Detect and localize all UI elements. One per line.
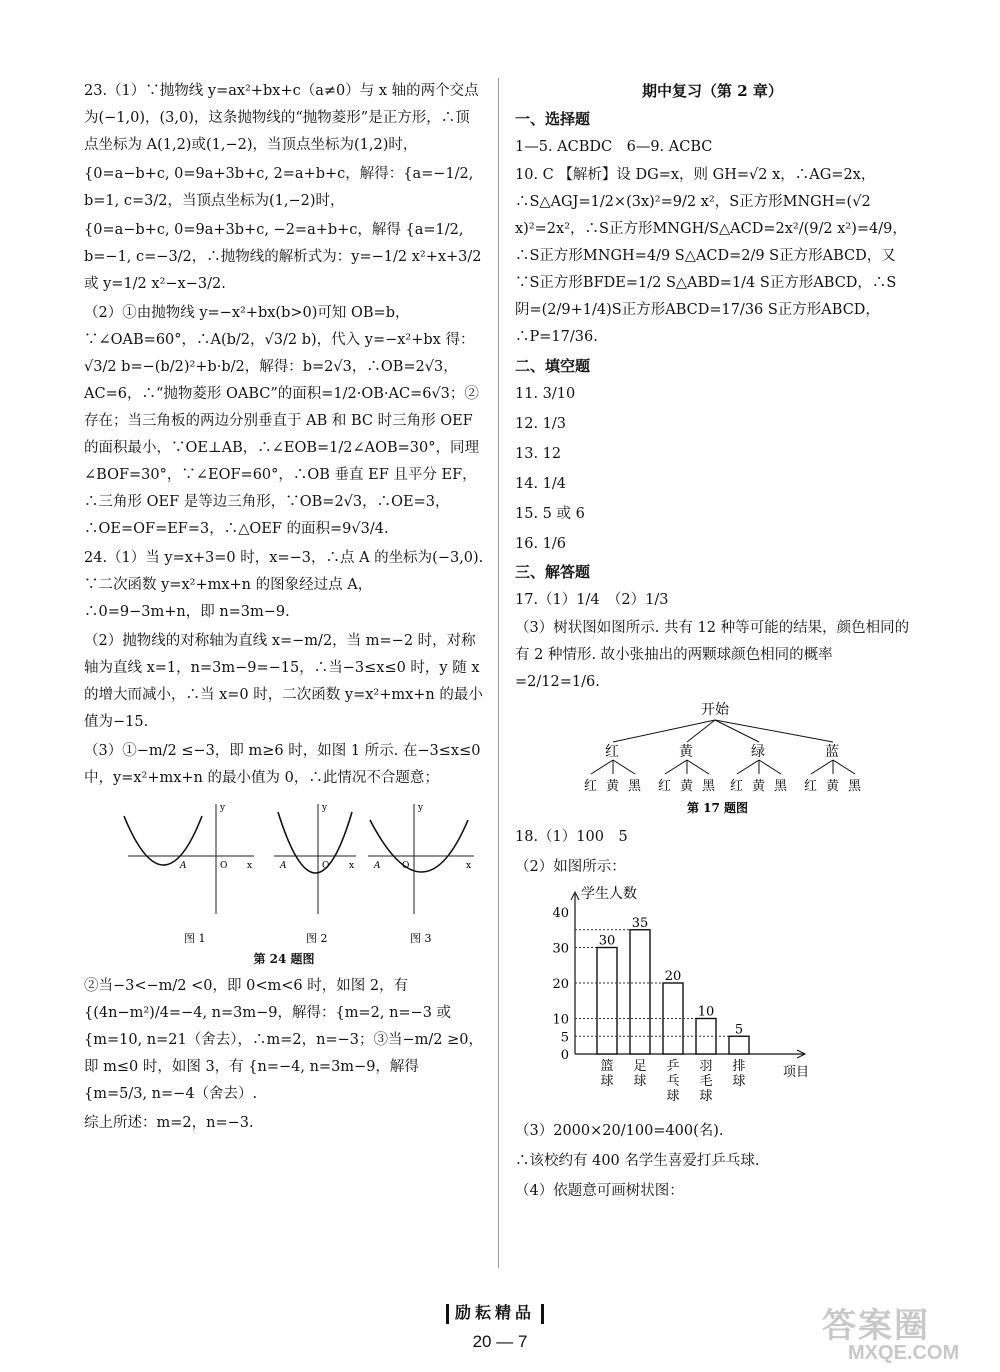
section-solve: 三、解答题 xyxy=(515,563,591,581)
q23-para-3: {0=a−b+c, 0=9a+3b+c, −2=a+b+c，解得 {a=1/2, b=−1, c=−3/2，∴抛物线的解析式为：y=−1/2 x²+x+3/2 或 y=1/2 x²−x−3/2. xyxy=(84,222,482,292)
fig3-a-label: A xyxy=(374,861,381,871)
fig3-caption: 图 3 xyxy=(410,932,432,944)
q17-answers: 17.（1）1/4 （2）1/3 xyxy=(515,592,669,608)
category-label-char: 球 xyxy=(600,1074,614,1089)
tree-l2-item: 黑 xyxy=(848,779,862,794)
category-label-char: 球 xyxy=(699,1089,713,1104)
logo-bar-left xyxy=(446,1304,449,1324)
q18-part1: 18.（1）100 5 xyxy=(515,829,628,845)
y-tick-label: 0 xyxy=(560,1048,569,1063)
q18-conclusion: ∴该校约有 400 名学生喜爱打乒乓球. xyxy=(515,1153,760,1169)
section-title: 期中复习（第 2 章） xyxy=(642,82,783,100)
tree-l2-item: 红 xyxy=(804,779,818,794)
logo-bar-right xyxy=(541,1304,544,1324)
tree-l2-item: 红 xyxy=(584,779,598,794)
tree-l2-item: 黄 xyxy=(606,779,620,794)
fig1-x-label: x xyxy=(247,861,253,871)
answer-15: 15. 5 或 6 xyxy=(515,506,585,522)
answer-14: 14. 1/4 xyxy=(515,476,567,492)
y-tick-label: 10 xyxy=(552,1012,569,1028)
tree-l2-item: 黄 xyxy=(826,779,840,794)
category-label-char: 球 xyxy=(633,1074,647,1089)
category-label-char: 球 xyxy=(666,1089,680,1104)
q24-fig-2 xyxy=(274,803,356,944)
fig1-o-label: O xyxy=(220,861,228,871)
q23-para-1: 23.（1）∵抛物线 y=ax²+bx+c（a≠0）与 x 轴的两个交点为(−1,0)，(3,0)，这条抛物线的“抛物菱形”是正方形，∴顶点坐标为 A(1,2)或(1,−2)，当顶点坐标为(1,2)时， xyxy=(84,83,479,153)
q10-solution: 10. C 【解析】设 DG=x，则 GH=√2 x，∴AG=2x，∴S△AGJ=1/2×(3x)²=9/2 x²，S正方形MNGH=(√2 x)²=2x²，∴S正方形MNGH/S△ACD=2x²/(9/2 x²)=4/9，∴S正方形MNGH=4/9 S△ACD=2/9 S正方形ABCD，又∵S正方形BFDE=1/2 S△ABD=1/4 S正方形ABCD，∴S阴=(2/9+1/4)S正方形ABCD=17/36 S正方形ABCD，∴P=17/36. xyxy=(515,167,907,345)
fig3-y-label: y xyxy=(418,803,424,813)
fig2-a-label: A xyxy=(280,861,287,871)
category-label-char: 羽 xyxy=(699,1059,713,1074)
fig3-o-label: O xyxy=(402,861,410,871)
y-tick-label: 20 xyxy=(552,977,569,992)
fig1-y-label: y xyxy=(220,803,226,813)
section-choice: 一、选择题 xyxy=(515,110,591,128)
y-axis-label: 学生人数 xyxy=(581,886,637,902)
tree-l1-blue: 蓝 xyxy=(825,744,839,760)
category-label-char: 排 xyxy=(732,1059,746,1074)
tree-l2-item: 黑 xyxy=(702,779,716,794)
q24-para-4: ②当−3<−m/2 <0，即 0<m<6 时，如图 2，有 {(4n−m²)/4=−4, n=3m−9，解得：{m=2, n=−3 或 {m=10, n=21（舍去），∴m=2，n=−3；③当−m/2 ≥0，即 m≤0 时，如图 3，有 {n=−4, n=3m−9，解得 {m=5/3, n=−4（舍去）. xyxy=(84,978,483,1102)
q24-conclusion: 综上所述：m=2，n=−3. xyxy=(84,1115,254,1131)
column-divider xyxy=(498,78,499,1268)
bar xyxy=(729,1036,749,1054)
bar-value-label: 10 xyxy=(697,1004,715,1020)
q24-fig-3 xyxy=(368,803,474,944)
q18-part3: （3）2000×20/100=400(名). xyxy=(515,1123,724,1139)
tree-l2-item: 黄 xyxy=(680,779,694,794)
category-label-char: 乒 xyxy=(666,1059,680,1074)
bar-value-label: 35 xyxy=(631,915,649,931)
q17-part3: （3）树状图如图所示. 共有 12 种等可能的结果，颜色相同的有 2 种情形. 故小张抽出的两颗球颜色相同的概率=2/12=1/6. xyxy=(515,620,910,690)
footer-logo xyxy=(425,1300,565,1324)
tree-l2-item: 红 xyxy=(658,779,672,794)
fig2-x-label: x xyxy=(349,861,355,871)
left-column xyxy=(84,78,484,1139)
x-axis-label: 项目 xyxy=(783,1065,810,1080)
bar xyxy=(597,948,617,1055)
q24-para-2: （2）抛物线的对称轴为直线 x=−m/2，当 m=−2 时，对称轴为直线 x=1，n=3m−9=−15，∴当−3≤x≤0 时，y 随 x 的增大而减小，∴当 x=0 时，二次函数 y=x²+mx+n 的最小值为−15. xyxy=(84,633,483,730)
tree-l2-item: 红 xyxy=(730,779,744,794)
answers-1-9: 1—5. ACBDC 6—9. ACBC xyxy=(515,139,713,155)
logo-text: 励耘精品 xyxy=(454,1303,535,1322)
y-tick-label: 40 xyxy=(552,906,569,921)
q24-para-3: （3）①−m/2 ≤−3，即 m≥6 时，如图 1 所示. 在−3≤x≤0 中，y=x²+mx+n 的最小值为 0，∴此情况不合题意； xyxy=(84,743,481,786)
tree-l2-item: 黑 xyxy=(628,779,642,794)
q23-para-2: {0=a−b+c, 0=9a+3b+c, 2=a+b+c，解得：{a=−1/2, b=1, c=3/2，当顶点坐标为(1,−2)时， xyxy=(84,166,474,209)
fig2-y-label: y xyxy=(322,803,328,813)
tree-caption: 第 17 题图 xyxy=(687,801,749,815)
q24-figure xyxy=(84,794,484,944)
fig1-caption: 图 1 xyxy=(184,932,206,944)
fig3-x-label: x xyxy=(466,861,472,871)
section-fill: 二、填空题 xyxy=(515,357,591,375)
category-label-char: 毛 xyxy=(699,1074,713,1089)
q18-part4: （4）依题意可画树状图： xyxy=(515,1183,684,1199)
q24-para-1: 24.（1）当 y=x+3=0 时，x=−3，∴点 A 的坐标为(−3,0). ∵二次函数 y=x²+mx+n 的图象经过点 A，∴0=9−3m+n，即 n=3m−9. xyxy=(84,550,484,620)
right-column xyxy=(515,78,910,1206)
q17-tree-diagram xyxy=(515,698,910,818)
q18-part2: （2）如图所示： xyxy=(515,859,626,875)
tree-l1-yellow: 黄 xyxy=(679,744,693,760)
answer-13: 13. 12 xyxy=(515,446,562,462)
q24-figure-caption: 第 24 题图 xyxy=(253,952,315,966)
watermark-url: MXQE.COM xyxy=(848,1342,960,1364)
category-label-char: 乓 xyxy=(666,1074,680,1089)
q18-bar-chart xyxy=(515,882,910,1112)
tree-l1-red: 红 xyxy=(605,744,619,760)
tree-l1-green: 绿 xyxy=(751,744,765,760)
bar-value-label: 20 xyxy=(664,969,682,984)
tree-root: 开始 xyxy=(701,702,729,718)
y-tick-label: 5 xyxy=(560,1030,569,1046)
fig1-a-label: A xyxy=(180,861,187,871)
fig2-o-label: O xyxy=(322,861,330,871)
bar xyxy=(630,930,650,1054)
category-label-char: 篮 xyxy=(600,1059,614,1074)
answer-12: 12. 1/3 xyxy=(515,416,567,432)
fig2-caption: 图 2 xyxy=(306,932,328,944)
tree-l2-item: 黄 xyxy=(752,779,766,794)
tree-l2-item: 黑 xyxy=(774,779,788,794)
category-label-char: 足 xyxy=(633,1059,647,1074)
q24-fig-1 xyxy=(124,803,254,944)
bar-value-label: 5 xyxy=(734,1022,744,1038)
answer-16: 16. 1/6 xyxy=(515,536,567,552)
watermark-logo: 答案圈 xyxy=(822,1307,930,1345)
answer-11: 11. 3/10 xyxy=(515,386,576,402)
q23-para-4: （2）①由抛物线 y=−x²+bx(b>0)可知 OB=b，∵∠OAB=60°，∴A(b/2，√3/2 b)，代入 y=−x²+bx 得：√3/2 b=−(b/2)²+b·b/2，解得：b=2√3，∴OB=2√3，AC=6，∴“抛物菱形 OABC”的面积=1/2·OB·AC=6√3；②存在；当三角板的两边分别垂直于 AB 和 BC 时三角形 OEF 的面积最小，∵OE⊥AB，∴∠EOB=1/2∠AOB=30°，同理∠BOF=30°，∵∠EOF=60°，∴OB 垂直 EF 且平分 EF，∴三角形 OEF 是等边三角形，∵OB=2√3，∴OE=3，∴OE=OF=EF=3，∴△OEF 的面积=9√3/4. xyxy=(84,305,480,537)
page-number: 20 — 7 xyxy=(472,1332,528,1351)
bar-value-label: 30 xyxy=(598,933,616,949)
y-tick-label: 30 xyxy=(552,941,569,957)
category-label-char: 球 xyxy=(732,1074,746,1089)
